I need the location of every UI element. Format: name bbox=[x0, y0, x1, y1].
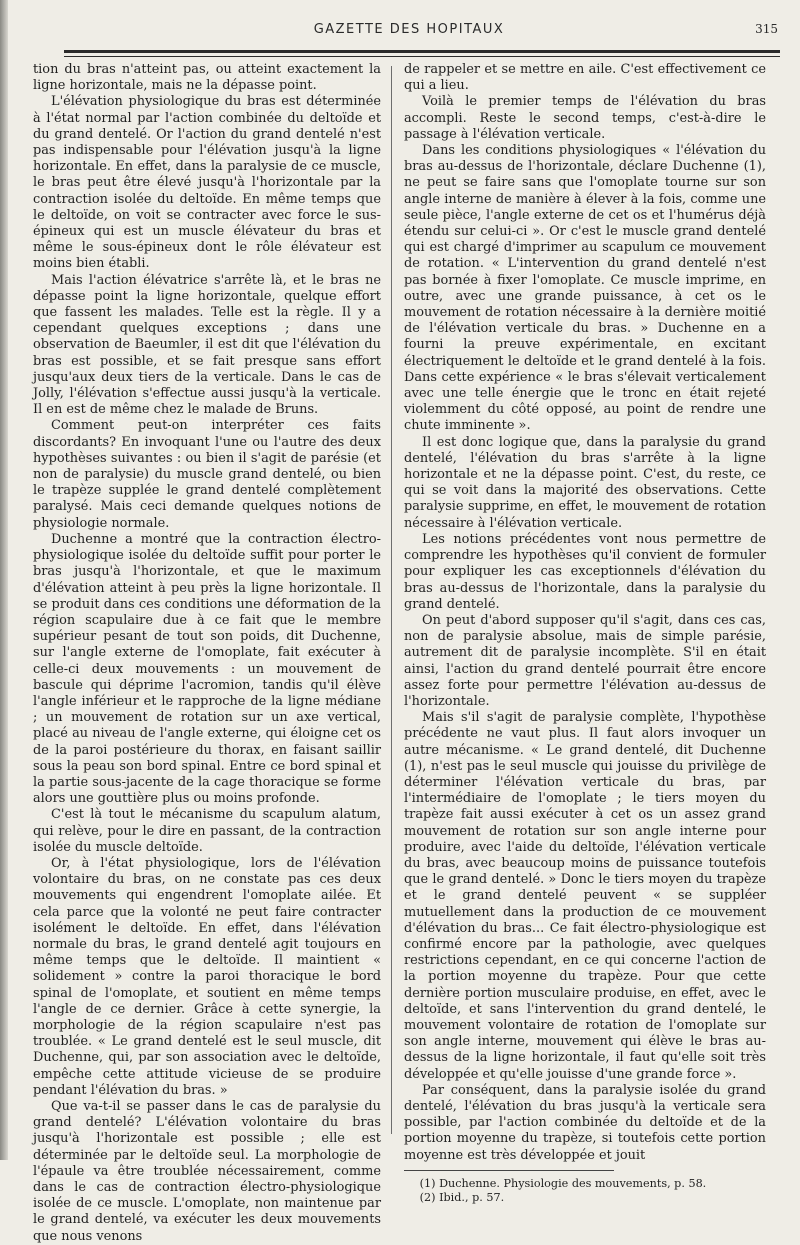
header-rule-thin bbox=[64, 56, 780, 57]
paragraph: Voilà le premier temps de l'élévation du bras accompli. Reste le second temps, c'est-à-dire le passage à l'élévation verticale. bbox=[404, 94, 766, 142]
paragraph: Comment peut-on interpréter ces faits discordants? En invoquant l'une ou l'autre des deux hypothèses suivantes : ou bien il s'agit de parésie (et non de paralysie) du muscle grand dentelé, ou bien le trapèze supplée le grand dentelé complètement paralysé. Mais ceci demande quelques notions de physiologie normale. bbox=[33, 418, 381, 531]
paragraph: Que va-t-il se passer dans le cas de paralysie du grand dentelé? L'élévation volontaire du bras jusqu'à l'horizontale est possible ; elle est déterminée par le deltoïde seul. La morphologie de l'épaule va être troublée nécessairement, comme dans le cas de contraction électro-physiologique isolée de ce muscle. L'omoplate, non maintenue par le grand dentelé, va exécuter les deux mouvements que nous venons bbox=[33, 1099, 381, 1244]
paragraph: C'est là tout le mécanisme du scapulum alatum, qui relève, pour le dire en passant, de la contraction isolée du muscle deltoïde. bbox=[33, 807, 381, 855]
column-divider bbox=[391, 66, 392, 1134]
left-column bbox=[33, 62, 381, 1245]
header-rule-thick bbox=[64, 50, 780, 53]
footnote: (2) Ibid., p. 57. bbox=[419, 1191, 505, 1205]
page-header bbox=[40, 18, 778, 42]
right-column bbox=[404, 62, 766, 1206]
journal-title: GAZETTE DES HOPITAUX bbox=[313, 22, 505, 37]
paragraph: tion du bras n'atteint pas, ou atteint exactement la ligne horizontale, mais ne la dépasse point. bbox=[33, 62, 381, 94]
paragraph: Il est donc logique que, dans la paralysie du grand dentelé, l'élévation du bras s'arrête à la ligne horizontale et ne la dépasse point. C'est, du reste, ce qui se voit dans la majorité des observations. Cette paralysie supprime, en effet, le mouvement de rotation nécessaire à l'élévation verticale. bbox=[404, 434, 766, 531]
paragraph: Par conséquent, dans la paralysie isolée du grand dentelé, l'élévation du bras jusqu'à la verticale sera possible, par l'action combinée du deltoïde et de la portion moyenne du trapèze, si toutefois cette portion moyenne est très développée et jouit bbox=[404, 1082, 766, 1163]
paragraph: Les notions précédentes vont nous permettre de comprendre les hypothèses qu'il convient de formuler pour expliquer les cas exceptionnels d'élévation du bras au-dessus de l'horizontale, dans la paralysie du grand dentelé. bbox=[404, 531, 766, 612]
paragraph: de rappeler et se mettre en aile. C'est effectivement ce qui a lieu. bbox=[404, 62, 766, 94]
paragraph: Or, à l'état physiologique, lors de l'élévation volontaire du bras, on ne constate pas ces deux mouvements qui engendrent l'omoplate ailée. Et cela parce que la volonté ne peut faire contracter isolément le deltoïde. En effet, dans l'élévation normale du bras, le grand dentelé agit toujours en même temps que le deltoïde. Il maintient « solidement » contre la paroi thoracique le bord spinal de l'omoplate, et soutient en même temps l'angle de ce dernier. Grâce à cette synergie, la morphologie de la région scapulaire n'est pas troublée. « Le grand dentelé est le seul muscle, dit Duchenne, qui, par son association avec le deltoïde, empêche cette attitude vicieuse de se produire pendant l'élévation du bras. » bbox=[33, 855, 381, 1098]
paragraph: Duchenne a montré que la contraction électro-physiologique isolée du deltoïde suffit pour porter le bras jusqu'à l'horizontale, et que le maximum d'élévation atteint à peu près la ligne horizontale. Il se produit dans ces conditions une déformation de la région scapulaire due à ce fait que le membre supérieur pesant de tout son poids, dit Duchenne, sur l'angle externe de l'omoplate, fait exécuter à celle-ci deux mouvements : un mouvement de bascule qui déprime l'acromion, tandis qu'il élève l'angle inférieur et le rapproche de la ligne médiane ; un mouvement de rotation sur un axe vertical, placé au niveau de l'angle externe, qui éloigne cet os de la paroi postérieure du thorax, en faisant saillir sous la peau son bord spinal. Entre ce bord spinal et la partie sous-jacente de la cage thoracique se forme alors une gouttière plus ou moins profonde. bbox=[33, 531, 381, 807]
page-number: 315 bbox=[755, 22, 778, 36]
paragraph: Mais l'action élévatrice s'arrête là, et le bras ne dépasse point la ligne horizontale, quelque effort que fassent les malades. Telle est la règle. Il y a cependant quelques exceptions ; dans une observation de Baeumler, il est dit que l'élévation du bras est possible, et se fait presque sans effort jusqu'aux deux tiers de la verticale. Dans le cas de Jolly, l'élévation s'effectue aussi jusqu'à la verticale. Il en est de même chez le malade de Bruns. bbox=[33, 272, 381, 418]
footnote-rule bbox=[404, 1170, 614, 1171]
footnote: (1) Duchenne. Physiologie des mouvements, p. 58. bbox=[419, 1176, 707, 1190]
paragraph: Mais s'il s'agit de paralysie complète, l'hypothèse précédente ne vaut plus. Il faut alors invoquer un autre mécanisme. « Le grand dentelé, dit Duchenne (1), n'est pas le seul muscle qui jouisse du privilège de déterminer l'élévation verticale du bras, par l'intermédiaire de l'omoplate ; le tiers moyen du trapèze fait aussi exécuter à cet os un assez grand mouvement de rotation sur son angle interne pour produire, avec l'aide du deltoïde, l'élévation verticale du bras, avec beaucoup moins de puissance toutefois que le grand dentelé. » Donc le tiers moyen du trapèze et le grand dentelé peuvent « se suppléer mutuellement dans la production de ce mouvement d'élévation du bras... Ce fait électro-physiologique est confirmé encore par la pathologie, avec quelques restrictions cependant, en ce qui concerne l'action de la portion moyenne du trapèze. Pour que cette dernière portion musculaire produise, en effet, avec le deltoïde, et sans l'intervention du grand dentelé, le mouvement volontaire de rotation de l'omoplate sur son angle interne, mouvement qui élève le bras au-dessus de la ligne horizontale, il faut qu'elle soit très développée et qu'elle jouisse d'une grande force ». bbox=[404, 710, 766, 1082]
paragraph: On peut d'abord supposer qu'il s'agit, dans ces cas, non de paralysie absolue, mais de simple parésie, autrement dit de paralysie incomplète. S'il en était ainsi, l'action du grand dentelé pourrait être encore assez forte pour permettre l'élévation au-dessus de l'horizontale. bbox=[404, 612, 766, 709]
page-edge bbox=[0, 0, 8, 1160]
paragraph: Dans les conditions physiologiques « l'élévation du bras au-dessus de l'horizontale, déclare Duchenne (1), ne peut se faire sans que l'omoplate tourne sur son angle interne de manière à élever à la fois, comme une seule pièce, l'angle externe de cet os et l'humérus déjà étendu sur celui-ci ». Or c'est le muscle grand dentelé qui est chargé d'imprimer au scapulum ce mouvement de rotation. « L'intervention du grand dentelé n'est pas bornée à fixer l'omoplate. Ce muscle imprime, en outre, avec une grande puissance, à cet os le mouvement de rotation nécessaire à la dernière moitié de l'élévation verticale du bras. » Duchenne en a fourni la preuve expérimentale, en excitant électriquement le deltoïde et le grand dentelé à la fois. Dans cette expérience « le bras s'élevait verticalement avec une telle énergie que le tronc en était rejeté violemment du côté opposé, au point de rendre une chute imminente ». bbox=[404, 143, 766, 434]
paragraph: L'élévation physiologique du bras est déterminée à l'état normal par l'action combinée du deltoïde et du grand dentelé. Or l'action du grand dentelé n'est pas indispensable pour l'élévation jusqu'à la ligne horizontale. En effet, dans la paralysie de ce muscle, le bras peut être élevé jusqu'à l'horizontale par la contraction isolée du deltoïde. En même temps que le deltoïde, on voit se contracter avec force le sus-épineux qui est un muscle élévateur du bras et même le sous-épineux dont le rôle élévateur est moins bien établi. bbox=[33, 94, 381, 272]
